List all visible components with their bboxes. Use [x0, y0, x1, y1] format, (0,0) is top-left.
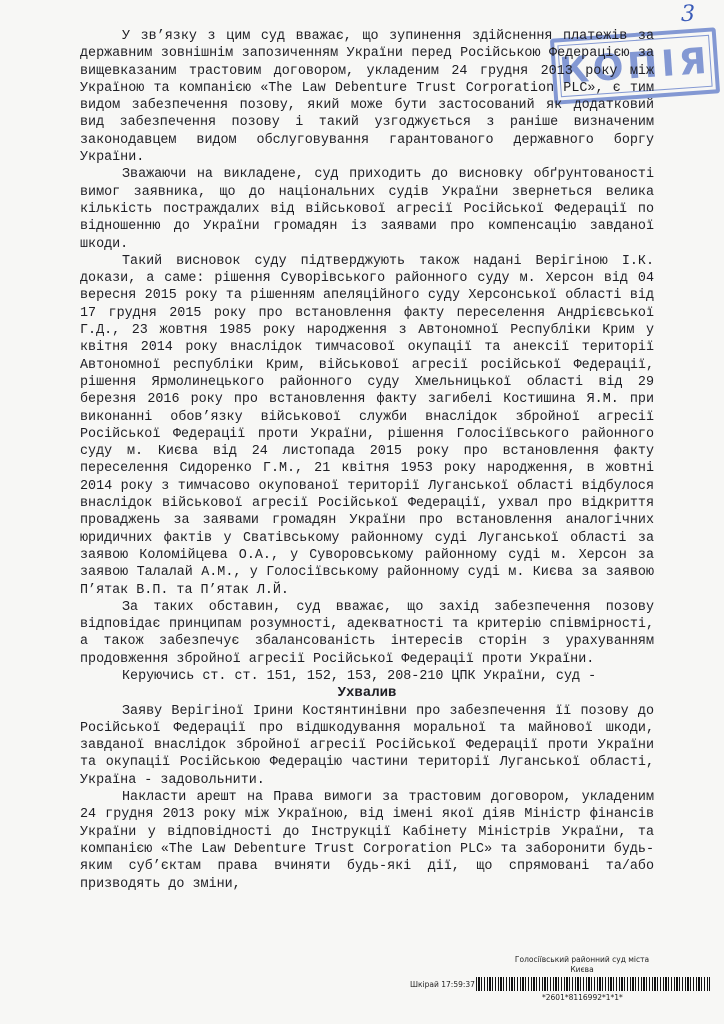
document-body: [80, 28, 654, 893]
paragraph-1: У зв’язку з цим суд вважає, що зупинення здійснення платежів за державним зовнішнім запозиченням України перед Російською Федерацією за вищевказаним трастовим договором, укладеним 24 грудня 2013 року між Україною та компанією «The Law Debenture Trust Corporation PLC», є тим видом забезпечення позову, який може бути застосований як додатковий вид забезпечення позову і такий узгоджується з раніше визначеним законодавцем видом обслуговування гарантованого державного боргу України.: [80, 29, 654, 166]
document-footer: [410, 955, 710, 1015]
resolution-paragraph-1: Заяву Верігіної Ірини Костянтинівни про забезпечення її позову до Російської Федерації про відшкодування моральної та майнової шкоди, завданої внаслідок збройної агресії Російської Федерації проти України та окупації Російською Федерацію частини території Луганської області, Україна - задовольнити.: [80, 703, 654, 788]
barcode-icon: [476, 977, 710, 991]
paragraph-4: За таких обставин, суд вважає, що захід забезпечення позову відповідає принципам розумності, адекватності та критерію співмірності, а також забезпечує збалансованість інтересів сторін з урахуванням продовження збройної агресії Російської Федерації проти України.: [80, 599, 654, 667]
paragraph-2: Зважаючи на викладене, суд приходить до висновку обґрунтованості вимог заявника, що до національних судів України звернеться велика кількість постраждалих від військової агресії Російської Федерації по відношенню до України громадян із заявами про компенсацію завданої шкоди.: [80, 167, 654, 252]
court-name: Голосіївський районний суд міста Києва: [514, 955, 650, 974]
copy-stamp: КОПІЯ: [550, 27, 720, 104]
barcode-id: *2601*8116992*1*1*: [542, 993, 623, 1002]
page-number: 3: [681, 2, 695, 27]
resolution-heading: Ухвалив: [337, 685, 397, 702]
paragraph-5: Керуючись ст. ст. 151, 152, 153, 208-210 ЦПК України, суд -: [122, 668, 597, 684]
paragraph-3: Такий висновок суду підтверджують також надані Верігіною І.К. докази, а саме: рішення Суворівського районного суду м. Херсон від 04 вересня 2015 року та рішенням апеляційного суду Херсонської області від 17 грудня 2015 року про встановлення факту переселення Андрієвської Г.Д., 23 жовтня 1985 року народження з Автономної Республіки Крим у квітня 2014 року внаслідок тимчасової окупації та анексії території Автономної республіки Крим, військової агресії російської Федерації, рішення Ярмолинецького районного суду Хмельницької області від 29 березня 2016 року про встановлення факту загибелі Костишина Я.М. при виконанні обов’язку військової служби внаслідок збройної агресії Російської Федерації проти України, рішення Голосіївського районного суду м. Києва від 24 листопада 2015 року про встановлення факту переселення Сидоренко Г.М., 21 квітня 1953 року народження, в жовтні 2014 року з тимчасово окупованої території Луганської області відбулося внаслідок військової агресії Російської Федерації, ухвал про відкриття проваджень за заявами громадян України про встановлення аналогічних юридичних фактів у Сватівському районному суді Луганської області за заявою Коломійцева О.А., у Суворовському районному суді м. Херсон за заявою Талалай А.М., у Голосіївському районному суді м. Києва за заявою П’ятак В.П. та П’ятак Л.Й.: [80, 253, 654, 598]
operator-timestamp: Шкірай 17:59:37: [410, 980, 475, 989]
resolution-paragraph-2: Накласти арешт на Права вимоги за трастовим договором, укладеним 24 грудня 2013 року між Україною, від імені якої діяв Міністр фінансів України у відповідності до Інструкції Кабінету Міністрів України, та компанією «The Law Debenture Trust Corporation PLC» та заборонити будь-яким суб’єктам права вчиняти будь-які дії, що спрямовані та/або призводять до зміни,: [80, 790, 654, 892]
